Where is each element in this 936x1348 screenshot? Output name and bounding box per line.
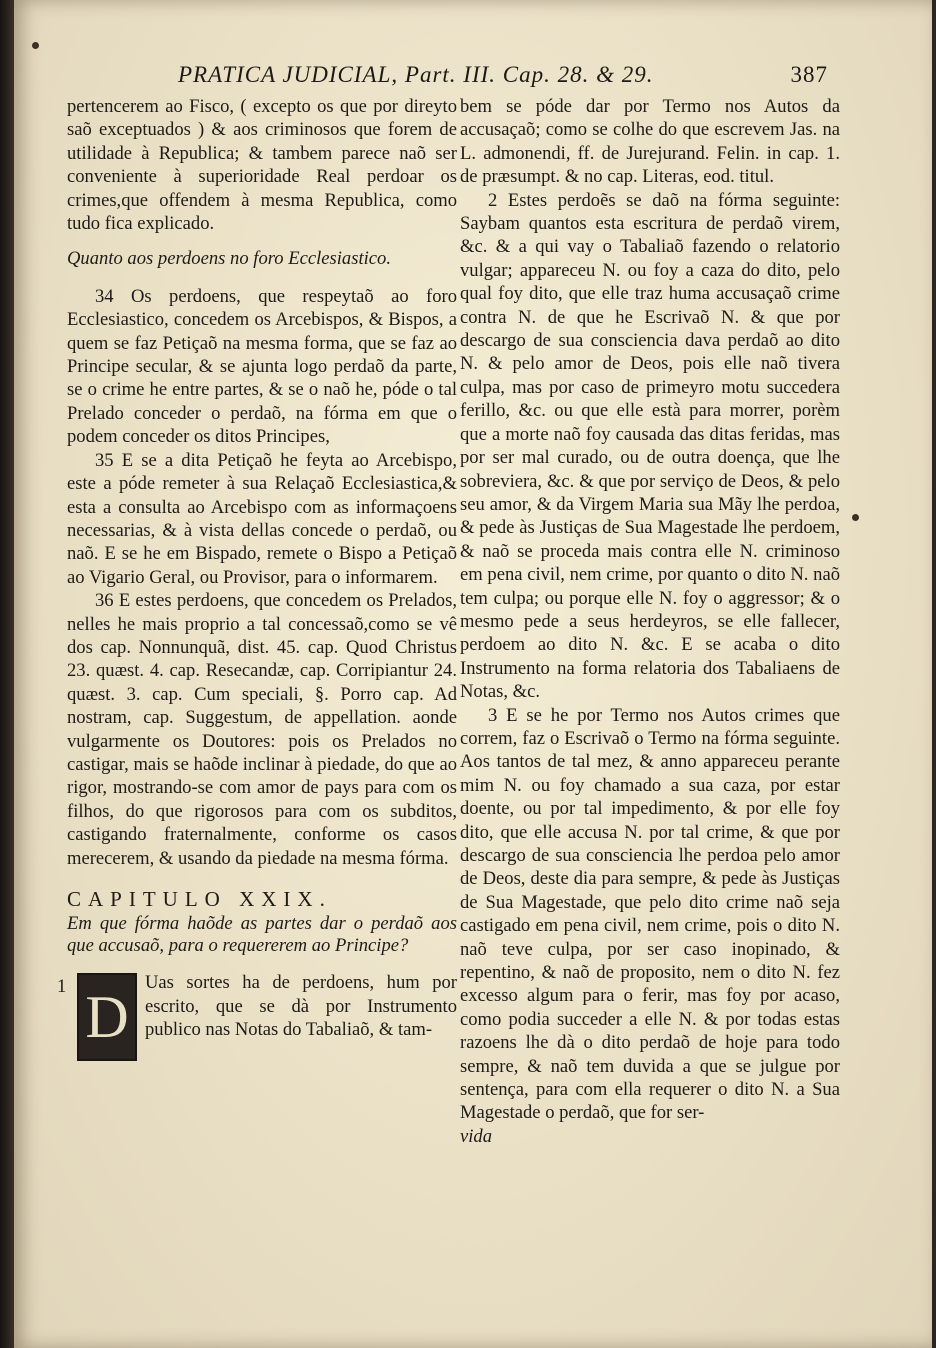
drop-cap: D: [77, 973, 137, 1061]
running-title: PRATICA JUDICIAL, Part. III. Cap. 28. & 29.: [178, 62, 654, 87]
paragraph: Uas sortes ha de perdoens, hum por escrito, que se dà por Instrumento publico nas Notas do Tabaliaõ, & tam-: [145, 972, 457, 1041]
paragraph-number: 1: [57, 976, 67, 998]
right-column: [460, 95, 840, 1148]
section-heading: Quanto aos perdoens no foro Ecclesiastico.: [67, 248, 391, 270]
left-column: [57, 95, 457, 1065]
book-gutter: [0, 0, 14, 1348]
chapter-title: CAPITULO XXIX.: [67, 887, 332, 911]
chapter-opening: [57, 971, 457, 1065]
chapter-subtitle: Em que fórma haõde as partes dar o perdaõ aos que accusaõ, para o requererem ao Principe?: [67, 913, 457, 957]
paragraph: pertencerem ao Fisco, ( excepto os que por direyto saõ exceptuados ) & aos criminosos que forem de utilidade à Republica; & tambem parece naõ ser conveniente à superioridade Real perdoar os crimes,que offendem à mesma Republica, como tudo fica explicado.: [67, 96, 457, 235]
page-number: 387: [790, 62, 828, 87]
paragraph: 36 E estes perdoens, que concedem os Prelados, nelles he mais proprio a tal concessaõ,como se vê dos cap. Nonnunquã, dist. 45. cap. Quod Christus 23. quæst. 4. cap. Resecandæ, cap. Corripiantur 24. quæst. 3. cap. Cum speciali, §. Porro cap. Ad nostram, cap. Suggestum, de appellation. aonde vulgarmente os Doutores: pois os Prelados no castigar, mais se haõde inclinar à piedade, do que ao rigor, mostrando-se com amor de pays para com os filhos, do que rigorosos para com os subditos, castigando fraternalmente, conforme os casos merecerem, & usando da piedade na mesma fórma.: [67, 590, 457, 869]
paragraph: 3 E se he por Termo nos Autos crimes que correm, faz o Escrivaõ o Termo na fórma seguinte. Aos tantos de tal mez, & anno appareceu perante mim N. ou foy chamado a sua caza, por estar doente, ou por tal impedimento, & por elle foy dito, que elle accusa N. por tal crime, & que por descargo de sua consciencia lhe perdoa pelo amor de Deos, deste dia para sempre, & pede às Justiças de Sua Magestade, que pelo dito crime naõ seja castigado em pena civil, nem crime, pois o dito N. naõ teve culpa, por ser caso inopinado, & repentino, & naõ de proposito, nem o dito N. fez excesso algum para o ferir, mas foy por acaso, como podia succeder a elle N. & por todas estas razoens lhe dà o dito perdaõ de hoje para todo sempre, & naõ tem duvida a que se julgue por sentença, para com ella requerer o dito N. a Sua Magestade o perdaõ, que for ser-: [460, 704, 840, 1124]
ink-spot: [32, 42, 39, 49]
catchword: vida: [460, 1125, 493, 1147]
paragraph: 34 Os perdoens, que respeytaõ ao foro Ecclesiastico, concedem os Arcebispos, & Bispos, a quem se faz Petiçaõ na mesma forma, que se faz ao Principe secular, & se ajunta logo perdaõ da parte, se o crime he entre partes, & se o naõ he, póde o tal Prelado conceder o perdaõ, na fórma em que o podem conceder os ditos Principes,: [67, 285, 457, 448]
running-header: [178, 62, 828, 92]
paragraph: bem se póde dar por Termo nos Autos da accusaçaõ; como se colhe do que escrevem Jas. na L. admonendi, ff. de Jurejurand. Felin. in cap. 1. de præsumpt. & no cap. Literas, eod. titul.: [460, 96, 840, 188]
paragraph: 2 Estes perdoẽs se daõ na fórma seguinte: Saybam quantos esta escritura de perdaõ virem, &c. & a qui vay o Tabaliaõ fazendo o relatorio vulgar; appareceu N. ou foy a caza do dito, pelo qual foy dito, que elle traz huma accusaçaõ crime contra N. de que he Escrivaõ N. & que por descargo de sua consciencia dava perdaõ ao dito N. & pelo amor de Deos, pois elle naõ tivera culpa, mas por caso de primeyro motu succedera ferillo, &c. ou que elle està para morrer, porèm que a morte naõ foy causada das ditas feridas, mas por ser mal curado, ou de outra doença, que lhe sobreviera, &c. & que por serviço de Deos, & pelo seu amor, & da Virgem Maria sua Mãy lhe perdoa, & pede às Justiças de Sua Magestade lhe perdoem, & naõ se proceda mais contra elle N. criminoso em pena civil, nem crime, por quanto o dito N. naõ tem culpa; ou porque elle N. foy o aggressor; & o mesmo pede a seus herdeyros, se elle fallecer, perdoem ao dito N. &c. E se acaba o dito Instrumento na forma relatoria dos Tabaliaens de Notas, &c.: [460, 189, 840, 703]
ink-spot: [852, 514, 859, 521]
paragraph: 35 E se a dita Petiçaõ he feyta ao Arcebispo, este a póde remeter à sua Relaçaõ Ecclesiastica,& esta a consulta ao Arcebispo com as informaçoens necessarias, & à vista dellas concede o perdaõ, ou naõ. E se he em Bispado, remete o Bispo a Petiçaõ ao Vigario Geral, ou Provisor, para o informarem.: [67, 449, 457, 588]
